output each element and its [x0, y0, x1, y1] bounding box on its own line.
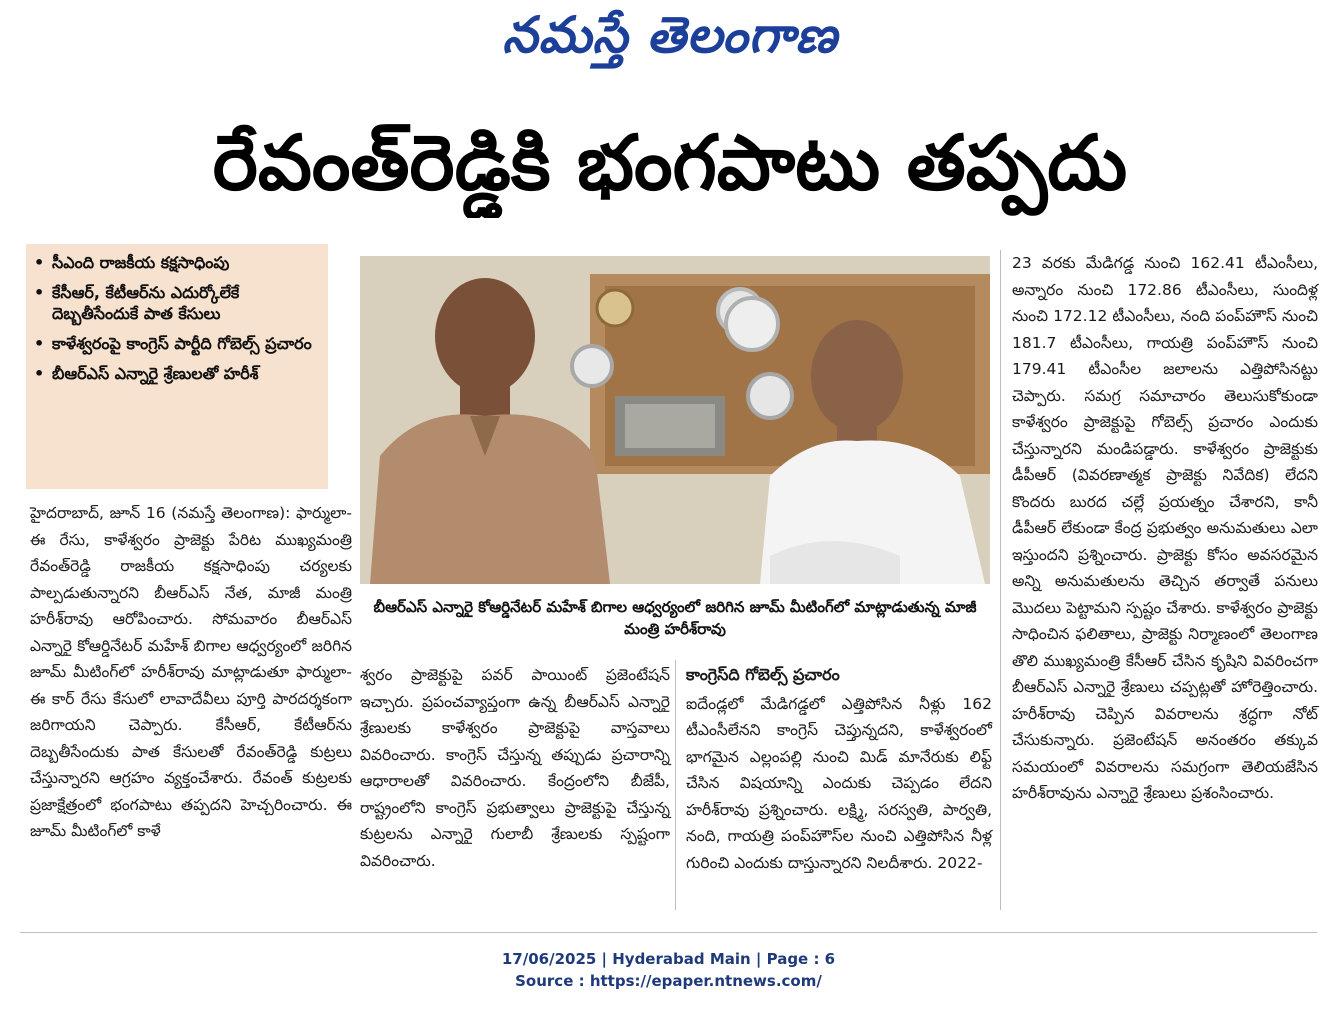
highlight-item — [34, 333, 322, 354]
photo-caption: బీఆర్‌ఎస్ ఎన్నారై కోఆర్డినేటర్ మహేశ్ బిగాల ఆధ్వర్యంలో జరిగిన జూమ్ మీటింగ్‌లో మాట్లాడుతున్న మాజీ మంత్రి హరీశ్‌రావు — [373, 598, 977, 638]
column-divider — [1000, 250, 1001, 910]
article-column-1: హైదరాబాద్, జూన్ 16 (నమస్తే తెలంగాణ): ఫార్ములా-ఈ రేసు, కాళేశ్వరం ప్రాజెక్టు పేరిట ముఖ్యమంత్రి రేవంత్‌రెడ్డి రాజకీయ కక్షసాధింపు చర్యలకు పాల్పడుతున్నారని బీఆర్‌ఎస్ నేత, మాజీ మంత్రి హరీశ్‌రావు ఆరోపించారు. సోమవారం బీఆర్‌ఎస్ ఎన్నారై కోఆర్డినేటర్ మహేశ్ బిగాల ఆధ్వర్యంలో జరిగిన జూమ్ మీటింగ్‌లో హరీశ్‌రావు మాట్లాడుతూ ఫార్ములా-ఈ కార్ రేసు కేసులో లావాదేవీలు పూర్తి పారదర్శకంగా జరిగాయని చెప్పారు. కేసీఆర్, కేటీఆర్‌ను దెబ్బతీసేందుకు పాత కేసులతో రేవంత్‌రెడ్డి కుట్రలు చేస్తున్నారని ఆగ్రహం వ్యక్తంచేశారు. రేవంత్ కుట్రలకు ప్రజాక్షేత్రంలో భంగపాటు తప్పదని హెచ్చరించారు. ఈ జూమ్ మీటింగ్‌లో కాళే — [30, 504, 352, 840]
page-footer — [0, 948, 1337, 992]
section-subheading: కాంగ్రెస్‌ది గోబెల్స్ ప్రచారం — [686, 665, 840, 684]
highlights-box — [26, 244, 328, 489]
footer-rule — [20, 932, 1317, 933]
bullet-icon: • — [34, 253, 45, 272]
article-column-2: శ్వరం ప్రాజెక్టుపై పవర్ పాయింట్ ప్రజెంటేషన్ ఇచ్చారు. ప్రపంచవ్యాప్తంగా ఉన్న బీఆర్‌ఎస్ ఎన్నారై శ్రేణులకు కాళేశ్వరం ప్రాజెక్టుపై వాస్తవాలు వివరించారు. కాంగ్రెస్ చేస్తున్న తప్పుడు ప్రచారాన్ని ఆధారాలతో వివరించారు. కేంద్రంలోని బీజేపీ, రాష్ట్రంలోని కాంగ్రెస్ ప్రభుత్వాలు ప్రాజెక్టుపై చేస్తున్న కుట్రలను ఎన్నారై గులాబీ శ్రేణులకు స్పష్టంగా వివరించారు. — [360, 666, 670, 870]
highlight-text: సీఎంది రాజకీయ కక్షసాధింపు — [52, 253, 230, 272]
footer-source-link[interactable]: Source : https://epaper.ntnews.com/ — [515, 972, 822, 990]
column-divider — [675, 660, 676, 910]
footer-edition-info: 17/06/2025 | Hyderabad Main | Page : 6 — [501, 950, 836, 968]
bullet-icon: • — [34, 364, 45, 383]
photo-illustration — [360, 256, 990, 584]
highlight-item — [34, 252, 322, 273]
highlight-text: కేసీఆర్, కేటీఆర్‌ను ఎదుర్కోలేకే దెబ్బతీసేందుకే పాత కేసులు — [52, 283, 240, 323]
article-headline: రేవంత్‌రెడ్డికి భంగపాటు తప్పదు — [212, 118, 1128, 207]
highlight-text: బీఆర్‌ఎస్ ఎన్నారై శ్రేణులతో హరీశ్ — [52, 364, 259, 383]
highlight-text: కాళేశ్వరంపై కాంగ్రెస్ పార్టీది గోబెల్స్ ప్రచారం — [52, 334, 312, 353]
article-column-3-text: ఐదేండ్లలో మేడిగడ్డలో ఎత్తిపోసిన నీళ్లు 162 టీఎంసీలేనని కాంగ్రెస్ చెప్తున్నదని, కాళేశ్వరంలో భాగమైన ఎల్లంపల్లి నుంచి మిడ్ మానేరుకు లిఫ్ట్ చేసిన విషయాన్ని ఎందుకు చెప్పడం లేదని హరీశ్‌రావు ప్రశ్నించారు. లక్ష్మి, సరస్వతి, పార్వతి, నంది, గాయత్రి పంప్‌హౌస్‌ల నుంచి ఎత్తిపోసిన నీళ్ల గురించి ఎందుకు దాస్తున్నారని నిలదీశారు. 2022- — [686, 694, 992, 872]
article-column-3 — [686, 662, 992, 876]
article-photo — [360, 256, 990, 584]
article-column-4: 23 వరకు మేడిగడ్డ నుంచి 162.41 టీఎంసీలు, అన్నారం నుంచి 172.86 టీఎంసీలు, సుందిళ్ల నుంచి 172.12 టీఎంసీలు, నంది పంప్‌హౌస్ నుంచి 181.7 టీఎంసీలు, గాయత్రి పంప్‌హౌస్ నుంచి 179.41 టీఎంసీల జలాలను ఎత్తిపోసినట్టు చెప్పారు. సమగ్ర సమాచారం తెలుసుకోకుండా కాళేశ్వరం ప్రాజెక్టుపై గోబెల్స్ ప్రచారం ఎందుకు చేస్తున్నారని మండిపడ్డారు. కాళేశ్వరం ప్రాజెక్టుకు డీపీఆర్ (వివరణాత్మక ప్రాజెక్టు నివేదిక) లేదని కొందరు బురద చల్లే ప్రయత్నం చేశారని, కానీ డీపీఆర్ లేకుండా కేంద్ర ప్రభుత్వం అనుమతులు ఎలా ఇస్తుందని ప్రశ్నించారు. ప్రాజెక్టు కోసం అవసరమైన అన్ని అనుమతులను తెచ్చిన తర్వాతే పనులు మొదలు పెట్టామని స్పష్టం చేశారు. కాళేశ్వరం ప్రాజెక్టు సాధించిన ఫలితాలు, ప్రాజెక్టు నిర్మాణంలో తెలంగాణ తొలి ముఖ్యమంత్రి కేసీఆర్ చేసిన కృషిని వివరించగా బీఆర్‌ఎస్ ఎన్నారై శ్రేణులు చప్పట్లతో హోరెత్తించారు. హరీశ్‌రావు చెప్పిన వివరాలను శ్రద్ధగా నోట్ చేసుకున్నారు. ప్రజెంటేషన్ అనంతరం తక్కువ సమయంలో వివరాలను సమగ్రంగా తెలియజేసిన హరీశ్‌రావును ఎన్నారై శ్రేణులు ప్రశంసించారు. — [1012, 254, 1318, 802]
bullet-icon: • — [34, 283, 45, 302]
bullet-icon: • — [34, 334, 45, 353]
highlight-item — [34, 282, 322, 324]
newspaper-masthead — [440, 6, 900, 76]
masthead-logo-text: నమస్తే తెలంగాణ — [502, 5, 838, 64]
highlight-item — [34, 363, 322, 384]
